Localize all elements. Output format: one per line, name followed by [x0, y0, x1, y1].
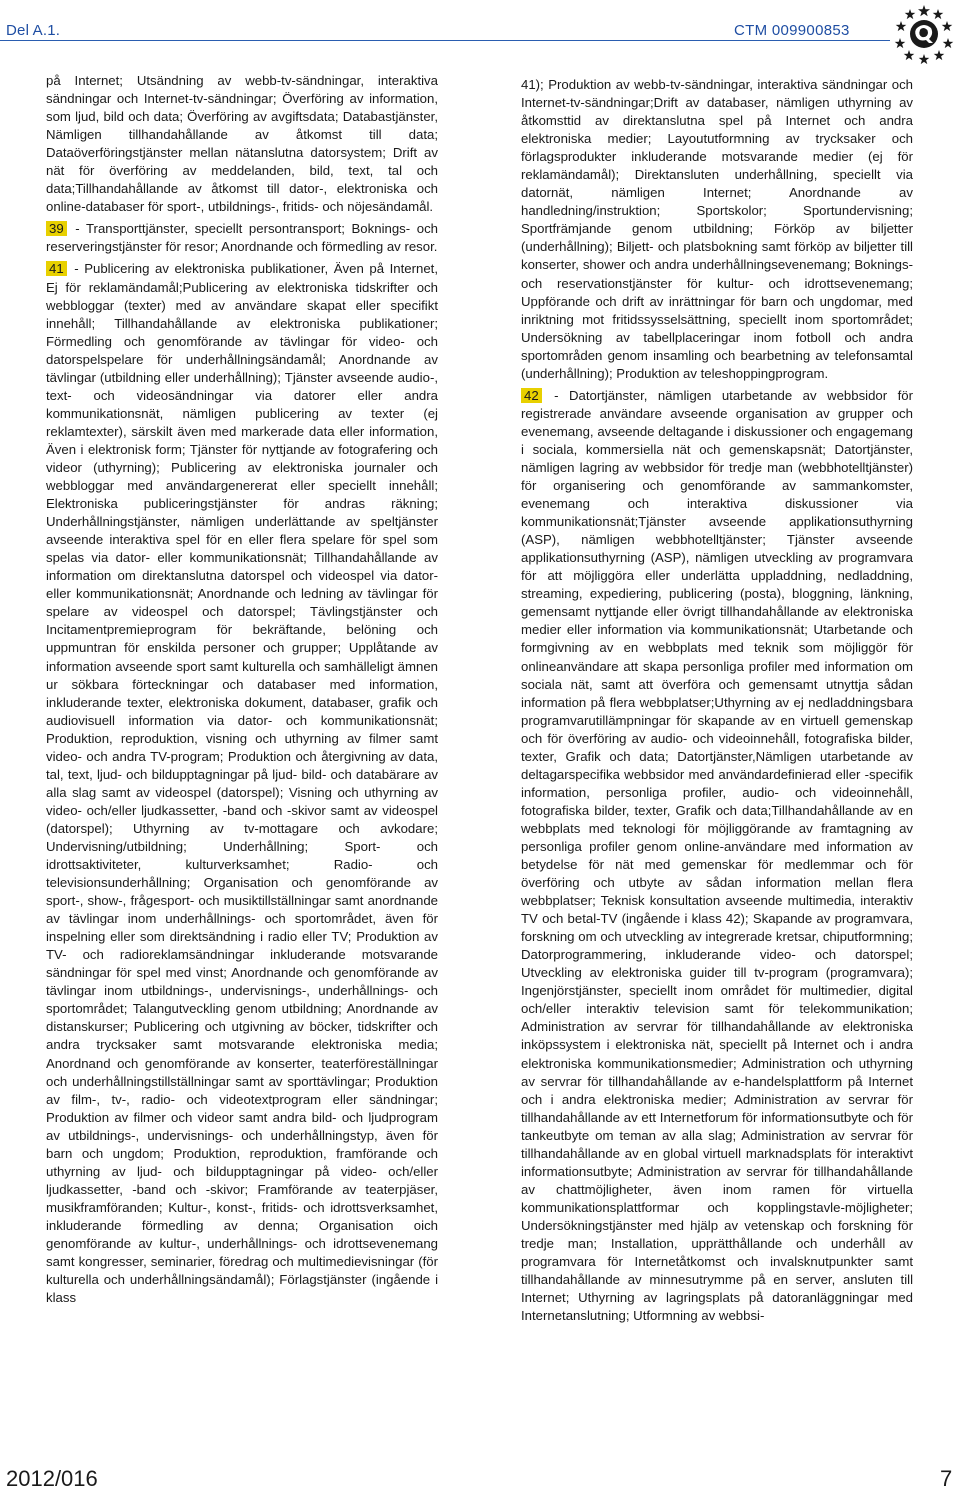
- class-41-paragraph: [46, 260, 438, 1307]
- class-41-continued-paragraph: 41); Produktion av webb-tv-sändningar, interaktiva sändningar och Internet-tv-sändningar;Drift av databaser, nämligen uthyrning av åtkomsttid av direktanslutna spel på Internet och andra elektroniska medier; Layoututformning av trycksaker och förlagsprodukter inkluderande motsvarande medier (ej för reklamändamål); Direktansluten underhållning, speciellt via datornät, nämligen Internet; Anordnande av handledning/instruktion; Sportskolor; Sportundervisning; Sportfrämjande genom utbildning; Förköp av biljetter (underhållning); Biljett- och platsbokning samt förköp av biljetter till konserter, shower och andra underhållningsevenemang; Boknings- och reservationstjänster för kultur- och idrottsevenemang; Uppförande och drift av inrättningar för barn och ungdomar, med inriktning mot fritidssysselsättning, speciellt inom sportområdet; Undersökning av tabellplaceringar inom fotboll och andra sportområden genom insamling och bearbetning av telefonsamtal (underhållning); Produktion av teleshoppingprogram.: [521, 77, 913, 381]
- left-column: [46, 72, 438, 1311]
- class-number-badge: 41: [46, 261, 67, 276]
- header-divider: [0, 40, 890, 41]
- page-number: 7: [940, 1466, 953, 1491]
- eu-stars-emblem-icon: [892, 2, 956, 66]
- class-42-paragraph: [521, 387, 913, 1325]
- class-39-paragraph: [46, 220, 438, 256]
- right-column: [521, 76, 913, 1329]
- class-39-text: - Transporttjänster, speciellt persontransport; Boknings- och reserveringstjänster för resor; Anordnande och förmedling av resor.: [46, 221, 438, 255]
- goods-services-paragraph: på Internet; Utsändning av webb-tv-sändningar, interaktiva sändningar och Internet-tv-sändningar; Överföring av information, som ljud, bild och data; Överföring av avgiftsdata; Databastjänster, Nämligen tillhandahållande av åtkomst till data; Dataöverföringstjänster mellan nätanslutna datorsystem; Drift av nät för överföring av meddelanden, bild, text, tal och data;Tillhandahållande av åtkomst till dator-, elektroniska och online-databaser för sport-, utbildnings-, fritids- och nöjesändamål.: [46, 73, 438, 215]
- class-41-text: - Publicering av elektroniska publikationer, Även på Internet, Ej för reklamändamål;Publicering av elektroniska tidskrifter och webbloggar (texter) med av användare skapat eller specifikt innehåll; Tillhandahållande av elektroniska publikationer; Förmedling och genomförande av tävlingar för video- och datorspelspelare för underhållningsändamål; Anordnande av tävlingar (utbildning eller underhållning); Tjänster avseende audio-, text- och videosändningar via datorer eller andra kommunikationsnät, nämligen publicering av texter (ej reklamtexter), särskilt även med markerade data eller information, Även i elektronisk form; Tjänster för nyttjande av fotografering och videor (uthyrning); Publicering av elektroniska journaler och webbloggar med användargenererat eller speciellt innehåll; Elektroniska publiceringstjänster för andras räkning; Underhållningstjänster, nämligen underlättande av speltjänster avseende interaktiva spel för en eller flera spelare för spel som spelas via dator- eller kommunikationsnät; Tillhandahållande av information om direktanslutna datorspel och videospel via dator- eller kommunikationsnät; Anordnande och ledning av tävlingar för spelare av videospel och datorspel; Tävlingstjänster och Incitamentpremieprogram för bekräftande, belöning och uppmuntran för enskilda personer och grupper; Upplåtande av information avseende sport samt kulturella och samhälleligt ämnen ur sökbara förteckningar och databaser med information, inkluderande texter, elektroniska dokument, databaser, grafik och audiovisuell information via dator- och kommunikationsnät; Produktion, reproduktion, visning och uthyrning av filmer samt video- och andra TV-program; Produktion och återgivning av data, tal, text, ljud- och bildupptagningar på ljud- bild- och databärare av alla slag samt av videospel (datorspel); Visning och uthyrning av video- och/eller ljudkassetter, -band och -skivor samt av videospel (datorspel); Uthyrning av tv-mottagare och avkodare; Undervisning/utbildning; Underhållning; Sport- och idrottsaktiviteter, kulturverksamhet; Radio- och televisionsunderhållning; Organisation och genomförande av sport-, show-, frågesport- och musiktillställningar samt anordnande av tävlingar inom underhållnings- och sportområdet, även för inspelning eller som direktsändning i radio eller TV; Produktion av TV- och radioreklamsändningar inkluderande motsvarande sändningar för spel med vinst; Anordnande och genomförande av tävlingar inom utbildnings-, undervisnings-, underhållnings- och sportområdet; Talangutveckling genom utbildning; Anordnande av distanskurser; Publicering och utgivning av böcker, tidskrifter och andra trycksaker samt motsvarande elektroniska media; Anordnand och genomförande av konserter, teaterföreställningar och underhållningstillställningar samt av sporttävlingar; Produktion av film-, tv-, radio- och videotextprogram eller sändningar; Produktion av filmer och videor samt andra bild- och ljudprogram av utbildnings-, undervisnings- och underhållningstyp, även för barn och ungdom; Produktion, reproduktion, framförande och uthyrning av ljud- och bildupptagningar på video- och/eller ljudkassetter, -band och -skivor; Framförande av teaterpjäser, musikframföranden; Kultur-, konst-, fritids- och idrottsverksamhet, inkluderande förmedling av denna; Organisation oich genomförande av kultur-, underhållnings- och idrottsevenemang samt kongresser, seminarier, föredrag och multimedievisningar (för kulturella och underhållningsändamål); Förlagstjänster (ingående i klass: [46, 261, 438, 1306]
- bulletin-number: 2012/016: [6, 1466, 98, 1491]
- class-number-badge: 42: [521, 388, 542, 403]
- class-42-text: - Datortjänster, nämligen utarbetande av webbsidor för registrerade användare avseende organisation av grupper och evenemang, avseende deltagande i diskussioner och engagemang i sociala, kommersiella nät och gemenskapsnät; Datortjänster, nämligen lagring av webbsidor för tredje man (webbhotelltjänster) för organisering och genomförande av sammankomster, evenemang och interaktiva diskussioner via kommunikationsnät;Tjänster avseende applikationsuthyrning (ASP), nämligen webbhotelltjänster; Tjänster avseende applikationsuthyrning (ASP), nämligen utveckling av programvara för att möjliggöra eller underlätta uppladdning, nedladdning, streaming, expediering, publicering (posta), bloggning, länkning, gemensamt nyttjande eller övrigt tillhandahållande av elektroniska medier eller information via kommunikationsnät; Utarbetande och formgivning av en webbplats med teknik som möjliggör för onlineanvändare att skapa personliga profiler med information om sociala nät, samt att överföra och gemensamt utnyttja sådan information på flera webbplatser;Uthyrning av ej nedladdningsbara programvarutillämpningar för skapande av en virtuell gemenskap och för överföring av audio- och videoinnehåll, fotografiska bilder, texter, Grafik och data; Datortjänster,Nämligen utarbetande av deltagarspecifika webbsidor med användardefinierad eller -specifik information, personliga profiler, audio- och videoinnehåll, fotografiska bilder, texter, Grafik och data;Tillhandahållande av en webbplats med teknologi för möjliggörande av framtagning av personliga profiler genom online-användare med information av betydelse för nät med gemenskar för medlemmar och för överföring och utbyte av sådan information mellan flera webbplatser; Teknisk konsultation avseende multimedia, interaktiv TV och betal-TV (ingående i klass 42); Skapande av programvara, forskning om och utveckling av integrerade kretsar, chiputformning; Datorprogrammering, inkluderande video- och datorspel; Utveckling av elektroniska guider till tv-program (programvara); Ingenjörstjänster, speciellt inom området för multimedier, digital och/eller interaktiv television samt för telekommunikation; Administration av servrar för tillhandahållande av elektroniska inköpssystem i elektroniska nät, speciellt på Internet och i andra elektroniska kommunikationsmedier; Administration och uthyrning av servrar för tillhandahållande av e-handelsplattform på Internet och i andra elektroniska medier; Administration av servrar för tillhandahållande av ett Internetforum för informationsutbyte och för tankeutbyte om teman av alla slag; Administration av servrar för tillhandahållande av en global virtuell marknadsplats för interaktivt informationsutbyte; Administration av servrar för tillhandahållande av chattmöjligheter, även inom ramen för virtuella kommunikationsplattformar och kopplingstavle-möjligheter; Undersökningstjänster med hjälp av vetenskap och forskning för tredje man; Installation, upprätthållande och underhåll av programvara för Internetåtkomst och invalsknutpunkter samt tillhandahållande av minnesutrymme på en server, ansluten till Internet; Uthyrning av lagringsplats på datoranläggningar med Internetanslutning; Utformning av webbsi-: [521, 387, 913, 1324]
- class-number-badge: 39: [46, 221, 67, 236]
- document-id: CTM 009900853: [734, 22, 850, 39]
- section-label: Del A.1.: [6, 22, 61, 39]
